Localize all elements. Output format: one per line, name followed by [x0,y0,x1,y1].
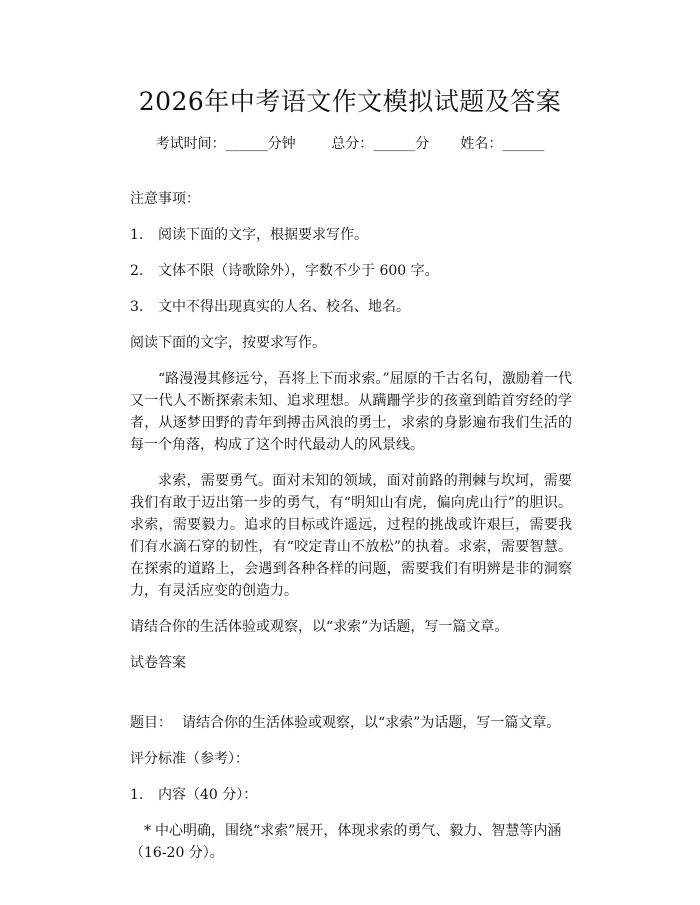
criteria-item [130,784,572,806]
exam-time-blank: ______ [225,136,268,152]
answer-topic-label: 题目： [130,715,172,731]
notice-item-number: 3. [130,299,144,315]
criteria-heading: 评分标准（参考）： [130,751,249,767]
exam-info-line [0,133,700,153]
criteria-item-number: 1. [130,787,144,803]
passage-paragraph: “路漫漫其修远兮，吾将上下而求索。”屈原的千古名句，激励着一代又一代人不断探索未知、追求理想。从蹒跚学步的孩童到皓首穷经的学者，从逐梦田野的青年到搏击风浪的勇士，求索的身影遍布我们生活的每一个角落，构成了这个时代最动人的风景线。 [130,371,572,453]
answer-heading: 试卷答案 [130,655,186,671]
exam-score-label: 总分： [331,136,374,152]
exam-time-label: 考试时间： [155,136,226,152]
answer-topic [130,712,572,734]
criteria-item-text: 内容（40 分）： [158,787,258,803]
notice-item-number: 1. [130,227,144,243]
answer-topic-text: 请结合你的生活体验或观察，以“求索”为话题，写一篇文章。 [182,715,561,731]
notice-item [130,260,572,282]
document-body [130,188,572,878]
exam-name-blank: ______ [502,136,545,152]
bullet-star-icon: * [144,823,151,839]
notice-item-text: 阅读下面的文字，根据要求写作。 [158,227,368,243]
exam-score-unit: 分 [415,136,430,152]
document-title: 2026年中考语文作文模拟试题及答案 [138,87,562,116]
exam-score-blank: ______ [373,136,416,152]
notice-heading: 注意事项： [130,191,200,207]
notice-item [130,224,572,246]
criteria-sub-text: 中心明确，围绕“求索”展开，体现求索的勇气、毅力、智慧等内涵（16-20 分）。 [130,823,562,861]
exam-time-unit: 分钟 [267,136,296,152]
writing-task: 请结合你的生活体验或观察，以“求索”为话题，写一篇文章。 [130,619,509,635]
instruction: 阅读下面的文字，按要求写作。 [130,335,326,351]
notice-item-text: 文中不得出现真实的人名、校名、地名。 [158,299,410,315]
criteria-sub-item [130,820,572,864]
notice-item [130,296,572,318]
notice-item-text: 文体不限（诗歌除外），字数不少于 600 字。 [158,263,439,279]
passage-paragraph: 求索，需要勇气。面对未知的领域，面对前路的荆棘与坎坷，需要我们有敢于迈出第一步的勇气，有“明知山有虎，偏向虎山行”的胆识。求索，需要毅力。追求的目标或许遥远，过程的挑战或许艰巨，需要我们有水滴石穿的韧性，有“咬定青山不放松”的执着。求索，需要智慧。在探索的道路上，会遇到各种各样的问题，需要我们有明辨是非的洞察力，有灵活应变的创造力。 [130,473,572,599]
notice-item-number: 2. [130,263,144,279]
exam-name-label: 姓名： [460,136,503,152]
